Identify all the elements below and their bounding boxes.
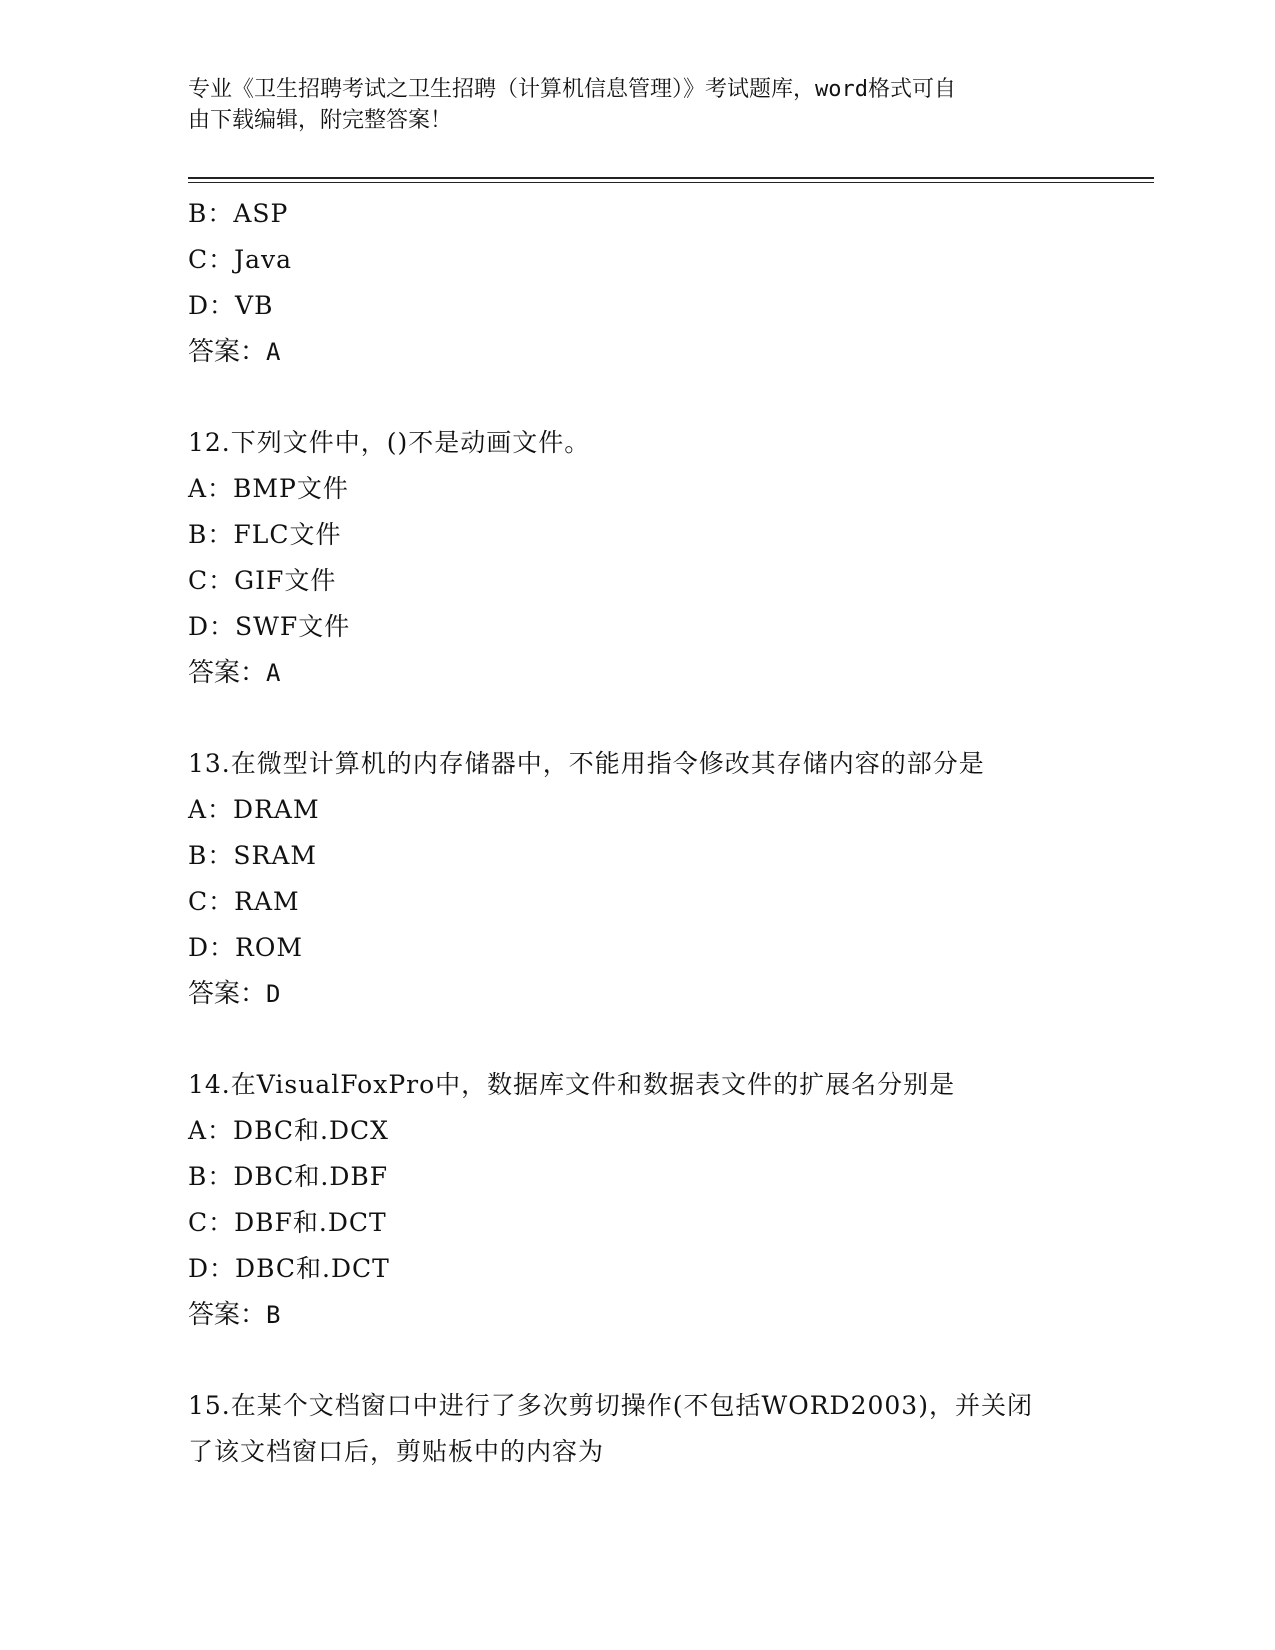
question-title: 14.在VisualFoxPro中，数据库文件和数据表文件的扩展名分别是 — [188, 1070, 956, 1099]
option-c: C：RAM — [188, 887, 300, 916]
answer-line — [188, 650, 1154, 696]
question-13 — [188, 741, 1154, 1017]
option-c: C：GIF文件 — [188, 566, 337, 595]
option-a: A：DBC和.DCX — [188, 1116, 389, 1145]
answer-label: 答案： — [188, 1300, 267, 1330]
option-b: B：FLC文件 — [188, 520, 342, 549]
question-list — [188, 191, 1154, 1475]
option-d: D：SWF文件 — [188, 612, 351, 641]
question-title: 13.在微型计算机的内存储器中，不能用指令修改其存储内容的部分是 — [188, 749, 985, 778]
question-title-line-1: 15.在某个文档窗口中进行了多次剪切操作(不包括WORD2003)，并关闭 — [188, 1391, 1033, 1420]
answer-value: B — [266, 1301, 281, 1329]
option-c: C：Java — [188, 245, 293, 274]
answer-value: A — [266, 659, 281, 687]
header-line-2: 由下载编辑，附完整答案！ — [188, 108, 453, 133]
answer-label: 答案： — [188, 979, 267, 1009]
question-title-line-2: 了该文档窗口后，剪贴板中的内容为 — [188, 1437, 605, 1466]
option-d: D：VB — [188, 291, 274, 320]
question-14 — [188, 1062, 1154, 1338]
header-divider-thin — [188, 182, 1154, 183]
answer-value: D — [266, 980, 281, 1008]
question-11-continued — [188, 191, 1154, 375]
answer-line — [188, 329, 1154, 375]
question-12 — [188, 420, 1154, 696]
answer-line — [188, 1292, 1154, 1338]
option-a: A：BMP文件 — [188, 474, 349, 503]
answer-label: 答案： — [188, 337, 267, 367]
header-divider-thick — [188, 177, 1154, 179]
option-b: B：SRAM — [188, 841, 317, 870]
question-15 — [188, 1383, 1154, 1475]
option-c: C：DBF和.DCT — [188, 1208, 387, 1237]
question-title: 12.下列文件中，()不是动画文件。 — [188, 428, 591, 457]
answer-line — [188, 971, 1154, 1017]
option-b: B：ASP — [188, 199, 289, 228]
option-d: D：ROM — [188, 933, 303, 962]
answer-label: 答案： — [188, 658, 267, 688]
option-b: B：DBC和.DBF — [188, 1162, 389, 1191]
option-a: A：DRAM — [188, 795, 320, 824]
option-d: D：DBC和.DCT — [188, 1254, 390, 1283]
answer-value: A — [266, 338, 281, 366]
document-header — [188, 74, 1088, 136]
header-line-1: 专业《卫生招聘考试之卫生招聘（计算机信息管理）》考试题库，word格式可自 — [188, 77, 956, 102]
